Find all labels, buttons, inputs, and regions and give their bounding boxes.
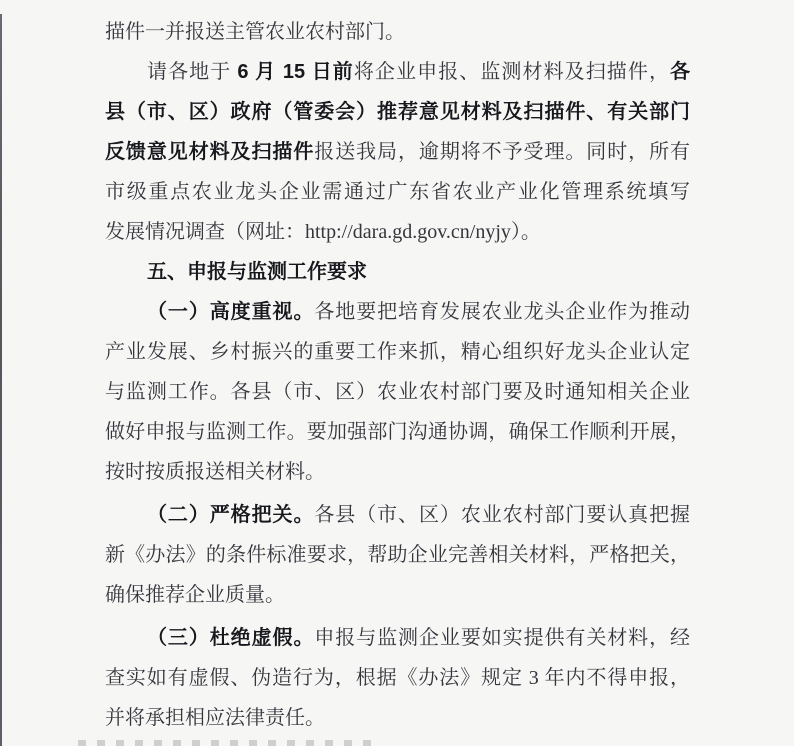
text-line (105, 372, 690, 412)
text-segment: 新《办法》的条件标准要求，帮助企业完善相关材料，严格把关， (105, 544, 690, 566)
text-line (105, 698, 690, 738)
text-segment: 请各地于 (147, 61, 238, 83)
text-line (105, 92, 690, 132)
bold-text-segment: 各 (670, 61, 691, 83)
bold-text-segment: （一）高度重视。 (147, 301, 315, 323)
text-segment: 按时按质报送相关材料。 (105, 461, 325, 483)
text-line (105, 618, 690, 658)
text-line (105, 172, 690, 212)
text-line (105, 412, 690, 452)
scan-edge-artifact (0, 14, 2, 746)
text-line (105, 575, 690, 615)
bold-text-segment: 五、申报与监测工作要求 (147, 261, 367, 283)
text-segment: 各地要把培育发展农业龙头企业作为推动 (314, 301, 691, 323)
section-heading (105, 252, 690, 292)
text-segment: 报送我局，逾期将不予受理。同时，所有 (314, 141, 691, 163)
document-body (105, 12, 690, 738)
text-line (105, 52, 690, 92)
text-segment: 确保推荐企业质量。 (105, 584, 285, 606)
bold-text-segment: （三）杜绝虚假。 (147, 627, 315, 649)
text-line (105, 12, 690, 52)
text-segment: 将企业申报、监测材料及扫描件， (353, 61, 671, 83)
next-line-top-fragment (78, 740, 378, 746)
bold-text-segment: 6 月 15 日前 (237, 61, 354, 83)
text-segment: 做好申报与监测工作。要加强部门沟通协调，确保工作顺利开展， (105, 421, 690, 443)
text-line (105, 132, 690, 172)
text-line (105, 495, 690, 535)
bold-text-segment: （二）严格把关。 (147, 504, 315, 526)
text-segment: 市级重点农业龙头企业需通过广东省农业产业化管理系统填写 (105, 181, 690, 203)
text-line (105, 452, 690, 492)
text-line (105, 658, 690, 698)
text-segment: 产业发展、乡村振兴的重要工作来抓，精心组织好龙头企业认定 (105, 341, 690, 363)
text-segment: 各县（市、区）农业农村部门要认真把握 (314, 504, 691, 526)
url-text-segment: 发展情况调查（网址：http://dara.gd.gov.cn/nyjy）。 (105, 221, 541, 243)
text-line (105, 292, 690, 332)
bold-text-segment: 反馈意见材料及扫描件 (105, 141, 315, 163)
text-line (105, 332, 690, 372)
text-segment: 申报与监测企业要如实提供有关材料，经 (314, 627, 691, 649)
bold-text-segment: 县（市、区）政府（管委会）推荐意见材料及扫描件、有关部门 (105, 101, 690, 123)
text-segment: 与监测工作。各县（市、区）农业农村部门要及时通知相关企业 (105, 381, 690, 403)
text-segment: 查实如有虚假、伪造行为，根据《办法》规定 3 年内不得申报， (105, 667, 690, 689)
text-line (105, 212, 690, 252)
text-segment: 并将承担相应法律责任。 (105, 707, 325, 729)
text-line (105, 535, 690, 575)
text-segment: 描件一并报送主管农业农村部门。 (105, 21, 405, 43)
